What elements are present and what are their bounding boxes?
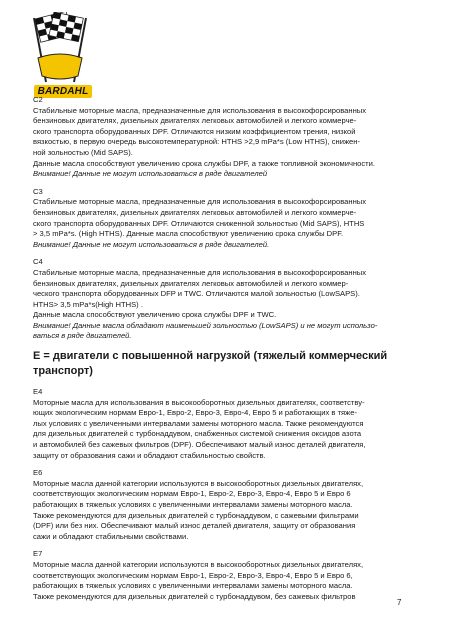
bardahl-logo xyxy=(24,12,96,97)
page-number: 7 xyxy=(397,598,402,607)
spec-code: C3 xyxy=(33,186,43,196)
spec-code: E7 xyxy=(33,549,43,559)
spec-code: C4 xyxy=(33,257,43,267)
spec-description: Моторные масла данной категории используются в высокооборотных дизельных двигателях, соответствующих экологическим нормам Евро-1, Евро-2, Евро-3, Евро-4, Евро 5 и Евро 6, работающих в тяжелых условиях с увеличенными интервалами замены моторного масла. Также рекомендуются для дизельных двигателей с турбонаддувом, без сажевых фильтров xyxy=(33,559,364,601)
spec-description: Стабильные моторные масла, предназначенные для использования в высокофорсированных бензиновых двигателях, дизельных двигателях легковых автомобилей и легкого коммер- ческого транспорта оборудованных DFP и TWC. Отличаются малой зольностью (LowSAPS). HTHS> 3,5 mPa*s(High HTHS) . Данные масла способствуют увеличению срока службы DPF и TWC. xyxy=(33,267,367,320)
spec-description: Стабильные моторные масла, предназначенные для использования в высокофорсированных бензиновых двигателях, дизельных двигателях легковых автомобилей и легкого коммерче- ского транспорта оборудованных DPF. Отличаются низким коэффициентом трения, низкой вязкостью, в первую очередь высокотемпературной: HTHS >2,9 mPa*s (Low HTHS), снижен- ной зольностью (Mid SAPS). Данные масла способствуют увеличению срока службы DPF, а также топливной экономичности. xyxy=(33,105,376,168)
logo-wordmark: BARDAHL xyxy=(34,85,92,98)
spec-block-e4 xyxy=(33,387,433,461)
spec-description: Моторные масла для использования в высокооборотных дизельных двигателях, соответству- ющих экологическим нормам Евро-1, Евро-2, Евро-3, Евро-4, Евро 5 и работающих в тяже- лых условиях с увеличенными интервалами замены моторного масла. Также рекомендуются для дизельных двигателей с турбонаддувом, снабженных системой снижения оксидов азота и автомобилей без сажевых фильтров (DPF). Обеспечивают малый износ деталей двигателя, защиту от образования сажи и обладают стабильностью свойств. xyxy=(33,397,366,460)
spec-code: E6 xyxy=(33,468,43,478)
spec-description: Моторные масла данной категории используются в высокооборотных дизельных двигателях, соответствующих экологическим нормам Евро-1, Евро-2, Евро-3, Евро-4, Евро 5 и Евро 6 работающих в тяжелых условиях с увеличенными интервалами замены моторного масла. Также рекомендуются для дизельных двигателей с турбонаддувом, с сажевыми фильтрами (DPF) или без них. Обеспечивают малый износ деталей двигателя, защиту от образования сажи и обладают стабильными свойствами. xyxy=(33,478,364,541)
spec-warning: Внимание! Данные не могут использоваться в ряде двигателей. xyxy=(33,239,270,249)
spec-warning: Внимание! Данные масла обладают наименьшей зольностью (LowSAPS) и не могут использо- ваться в ряде двигателей. xyxy=(33,320,378,341)
spec-block-c4 xyxy=(33,257,433,342)
spec-block-c3 xyxy=(33,187,433,251)
section-heading-e: E = двигатели с повышенной нагрузкой (тяжелый коммерческий транспорт) xyxy=(33,350,388,378)
document-body xyxy=(33,95,433,609)
spec-block-c2 xyxy=(33,95,433,180)
spec-block-e7 xyxy=(33,549,433,602)
spec-code: E4 xyxy=(33,387,43,397)
spec-warning: Внимание! Данные не могут использоваться в ряде двигателей xyxy=(33,169,268,179)
checkered-flags-icon xyxy=(24,12,96,86)
spec-code: C2 xyxy=(33,95,43,104)
spec-block-e6 xyxy=(33,468,433,542)
spec-description: Стабильные моторные масла, предназначенные для использования в высокофорсированных бензиновых двигателях, дизельных двигателях легковых автомобилей и легкого коммерче- ского транспорта оборудованных DPF. Отличаются сниженной зольностью (Mid SAPS), HTHS > 3,5 mPa*s. (High HTHS). Данные масла способствуют увеличению срока службы DPF. xyxy=(33,197,367,239)
